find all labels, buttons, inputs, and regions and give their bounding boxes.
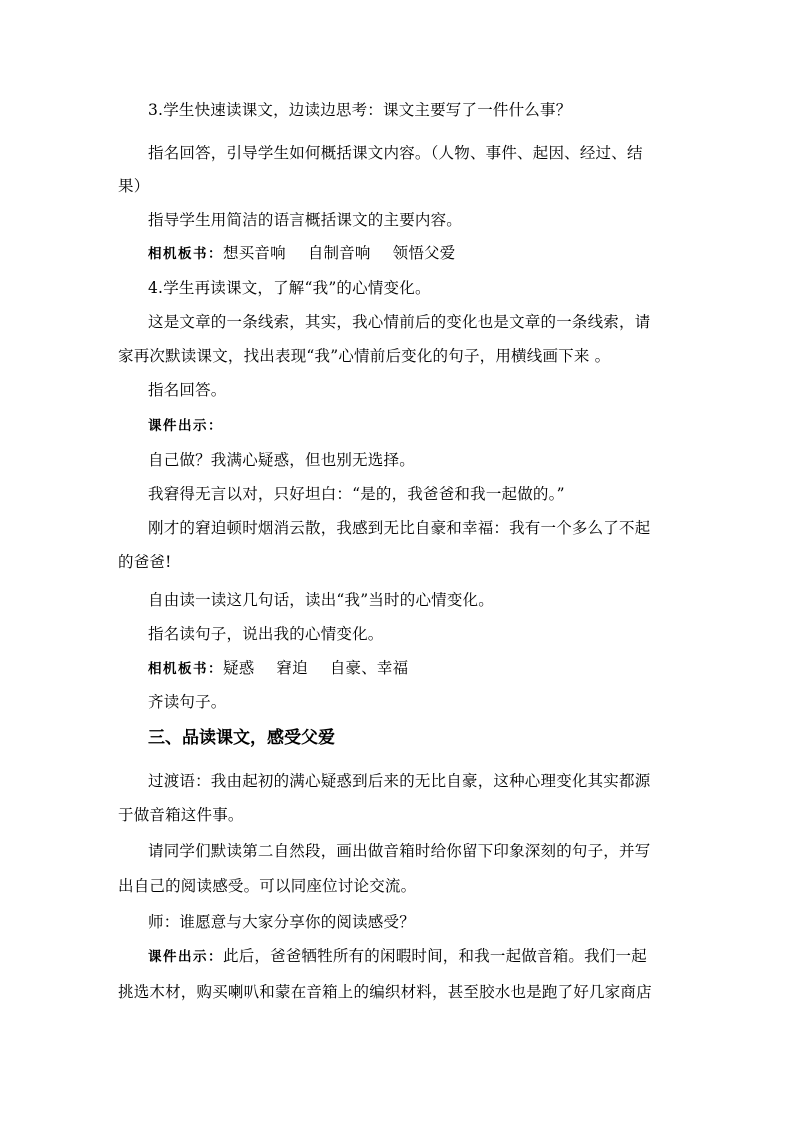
quote-sentence-3-line2: 的爸爸! [118, 553, 172, 571]
board-item: 窘迫 [276, 659, 308, 677]
paragraph-transition-line2: 于做音箱这件事。 [118, 806, 244, 824]
paragraph-silent-read-line1: 请同学们默读第二自然段，画出做音箱时给你留下印象深刻的句子，并写 [148, 842, 651, 860]
paragraph-answer-line2: 果） [118, 177, 150, 195]
paragraph-guide-summary: 指导学生用简洁的语言概括课文的主要内容。 [148, 211, 463, 229]
board-item: 自豪、幸福 [329, 659, 409, 677]
paragraph-read-sentences: 指名读句子，说出我的心情变化。 [148, 625, 384, 643]
board-item: 领悟父爱 [392, 244, 456, 262]
courseware-label: 课件出示： [148, 418, 223, 434]
paragraph-answer-call: 指名回答。 [148, 381, 227, 399]
paragraph-answer-line1: 指名回答，引导学生如何概括课文内容。（人物、事件、起因、经过、结 [148, 144, 643, 162]
courseware-2-line1 [148, 946, 647, 967]
paragraph-teacher-question: 师：谁愿意与大家分享你的阅读感受？ [148, 913, 415, 931]
section-heading-3: 三、品读课文，感受父爱 [148, 728, 335, 748]
courseware-2-line2: 挑选木材，购买喇叭和蒙在音箱上的编织材料，甚至胶水也是跑了好几家商店 [118, 983, 652, 1001]
paragraph-transition-line1: 过渡语：我由起初的满心疑惑到后来的无比自豪，这种心理变化其实都源 [148, 772, 651, 790]
paragraph-step4: 4.学生再读课文，了解“我”的心情变化。 [148, 279, 431, 297]
paragraph-clue-line1: 这是文章的一条线索，其实，我心情前后的变化也是文章的一条线索，请 [148, 313, 651, 331]
board-note-2 [148, 658, 408, 679]
paragraph-clue-line2: 家再次默读课文，找出表现“我”心情前后变化的句子，用横线画下来 。 [118, 347, 611, 365]
quote-sentence-3-line1: 刚才的窘迫顿时烟消云散，我感到无比自豪和幸福：我有一个多么了不起 [148, 519, 651, 537]
board-note-label: 相机板书： [148, 661, 223, 677]
paragraph-step3: 3.学生快速读课文，边读边思考：课文主要写了一件什么事？ [148, 101, 572, 119]
board-note-label: 相机板书： [148, 246, 223, 262]
paragraph-free-read: 自由读一读这几句话，读出“我”当时的心情变化。 [148, 591, 494, 609]
board-note-1 [148, 243, 455, 264]
courseware-text: 此后，爸爸牺牲所有的闲暇时间，和我一起做音箱。我们一起 [223, 947, 647, 965]
courseware-label: 课件出示： [148, 949, 223, 965]
board-item: 疑惑 [223, 659, 255, 677]
board-item: 自制音响 [307, 244, 371, 262]
quote-sentence-2: 我窘得无言以对，只好坦白：“是的，我爸爸和我一起做的。” [148, 485, 565, 503]
board-item: 想买音响 [223, 244, 286, 262]
paragraph-silent-read-line2: 出自己的阅读感受。可以同座位讨论交流。 [118, 877, 417, 895]
paragraph-read-together: 齐读句子。 [148, 693, 227, 711]
quote-sentence-1: 自己做？我满心疑惑，但也别无选择。 [148, 451, 415, 469]
